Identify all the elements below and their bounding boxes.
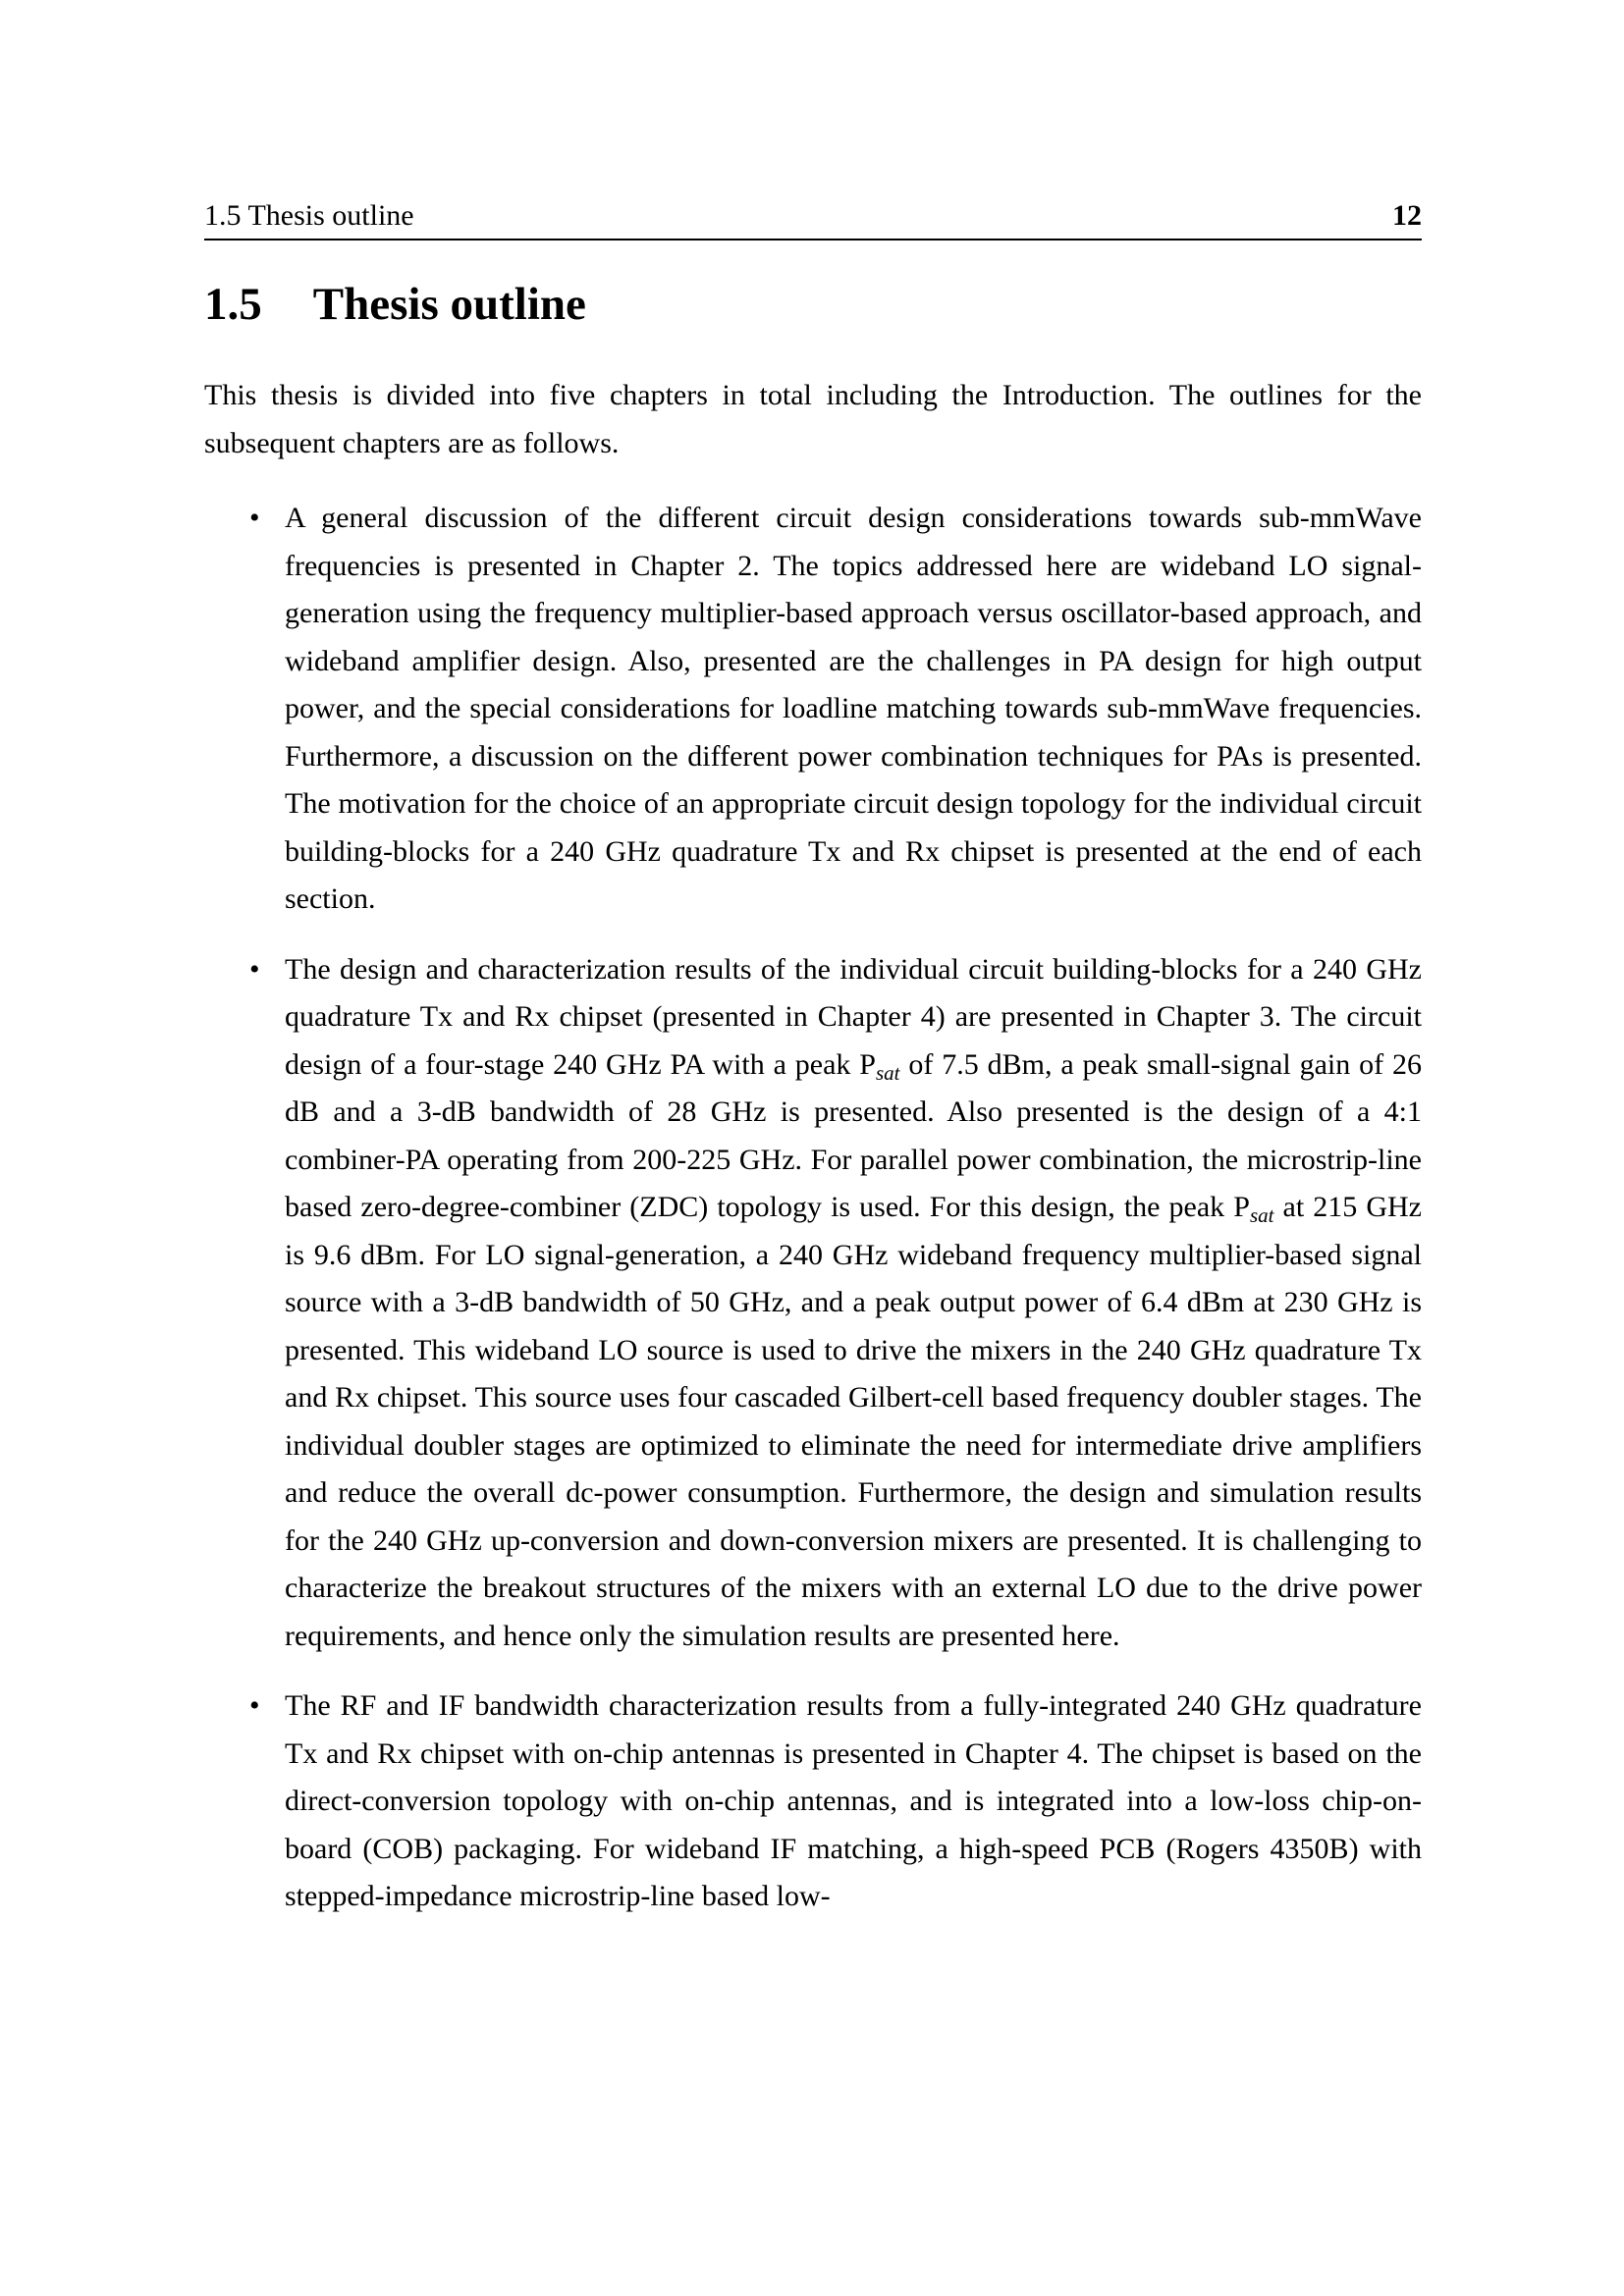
list-item	[204, 1682, 1422, 1921]
list-item	[204, 495, 1422, 924]
bullet-icon: •	[249, 502, 260, 534]
bullet-icon: •	[249, 1689, 260, 1722]
page-number: 12	[1392, 199, 1422, 232]
list-item-text: The design and characterization results of the individual circuit building-blocks for a 240 GHz quadrature Tx and Rx chipset (presented in Chapter 4) are presented in Chapter 3. The circuit design of a four-stage 240 GHz PA with a peak $P_{sat}$ of 7.5 dBm, a peak small-signal gain of 26 dB and a 3-dB bandwidth of 28 GHz is presented. Also presented is the design of a 4:1 combiner-PA operating from 200-225 GHz. For parallel power combination, the microstrip-line based zero-degree-combiner (ZDC) topology is used. For this design, the peak $P_{sat}$ at 215 GHz is 9.6 dBm. For LO signal-generation, a 240 GHz wideband frequency multiplier-based signal source with a 3-dB bandwidth of 50 GHz, and a peak output power of 6.4 dBm at 230 GHz is presented. This wideband LO source is used to drive the mixers in the 240 GHz quadrature Tx and Rx chipset. This source uses four cascaded Gilbert-cell based frequency doubler stages. The individual doubler stages are optimized to eliminate the need for intermediate drive amplifiers and reduce the overall dc-power consumption. Furthermore, the design and simulation results for the 240 GHz up-conversion and down-conversion mixers are presented. It is challenging to characterize the breakout structures of the mixers with an external LO due to the drive power requirements, and hence only the simulation results are presented here.	[285, 952, 1422, 1652]
page-content	[204, 0, 1422, 1921]
running-header	[204, 199, 1422, 233]
header-rule	[204, 239, 1422, 240]
section-title: Thesis outline	[312, 279, 586, 330]
subscript-text: sat	[1249, 1203, 1274, 1227]
list-item	[204, 946, 1422, 1661]
bullet-icon: •	[249, 952, 260, 986]
section-heading	[204, 278, 1422, 331]
list-item-text: The RF and IF bandwidth characterization results from a fully-integrated 240 GHz quadrature Tx and Rx chipset with on-chip antennas is presented in Chapter 4. The chipset is based on the direct-conversion topology with on-chip antennas, and is integrated into a low-loss chip-on-board (COB) packaging. For wideband IF matching, a high-speed PCB (Rogers 4350B) with stepped-impedance microstrip-line based low-	[285, 1689, 1422, 1912]
chapter-outline-list	[204, 495, 1422, 1921]
intro-paragraph: This thesis is divided into five chapters in total including the Introduction. The outlines for the subsequent chapters are as follows.	[204, 379, 1422, 459]
running-header-title: 1.5 Thesis outline	[204, 199, 414, 232]
subscript-text: sat	[875, 1060, 900, 1085]
list-item-text: A general discussion of the different circuit design considerations towards sub-mmWave frequencies is presented in Chapter 2. The topics addressed here are wideband LO signal-generation using the frequency multiplier-based approach versus oscillator-based approach, and wideband amplifier design. Also, presented are the challenges in PA design for high output power, and the special considerations for loadline matching towards sub-mmWave frequencies. Furthermore, a discussion on the different power combination techniques for PAs is presented. The motivation for the choice of an appropriate circuit design topology for the individual circuit building-blocks for a 240 GHz quadrature Tx and Rx chipset is presented at the end of each section.	[285, 502, 1422, 915]
section-number: 1.5	[204, 279, 262, 330]
